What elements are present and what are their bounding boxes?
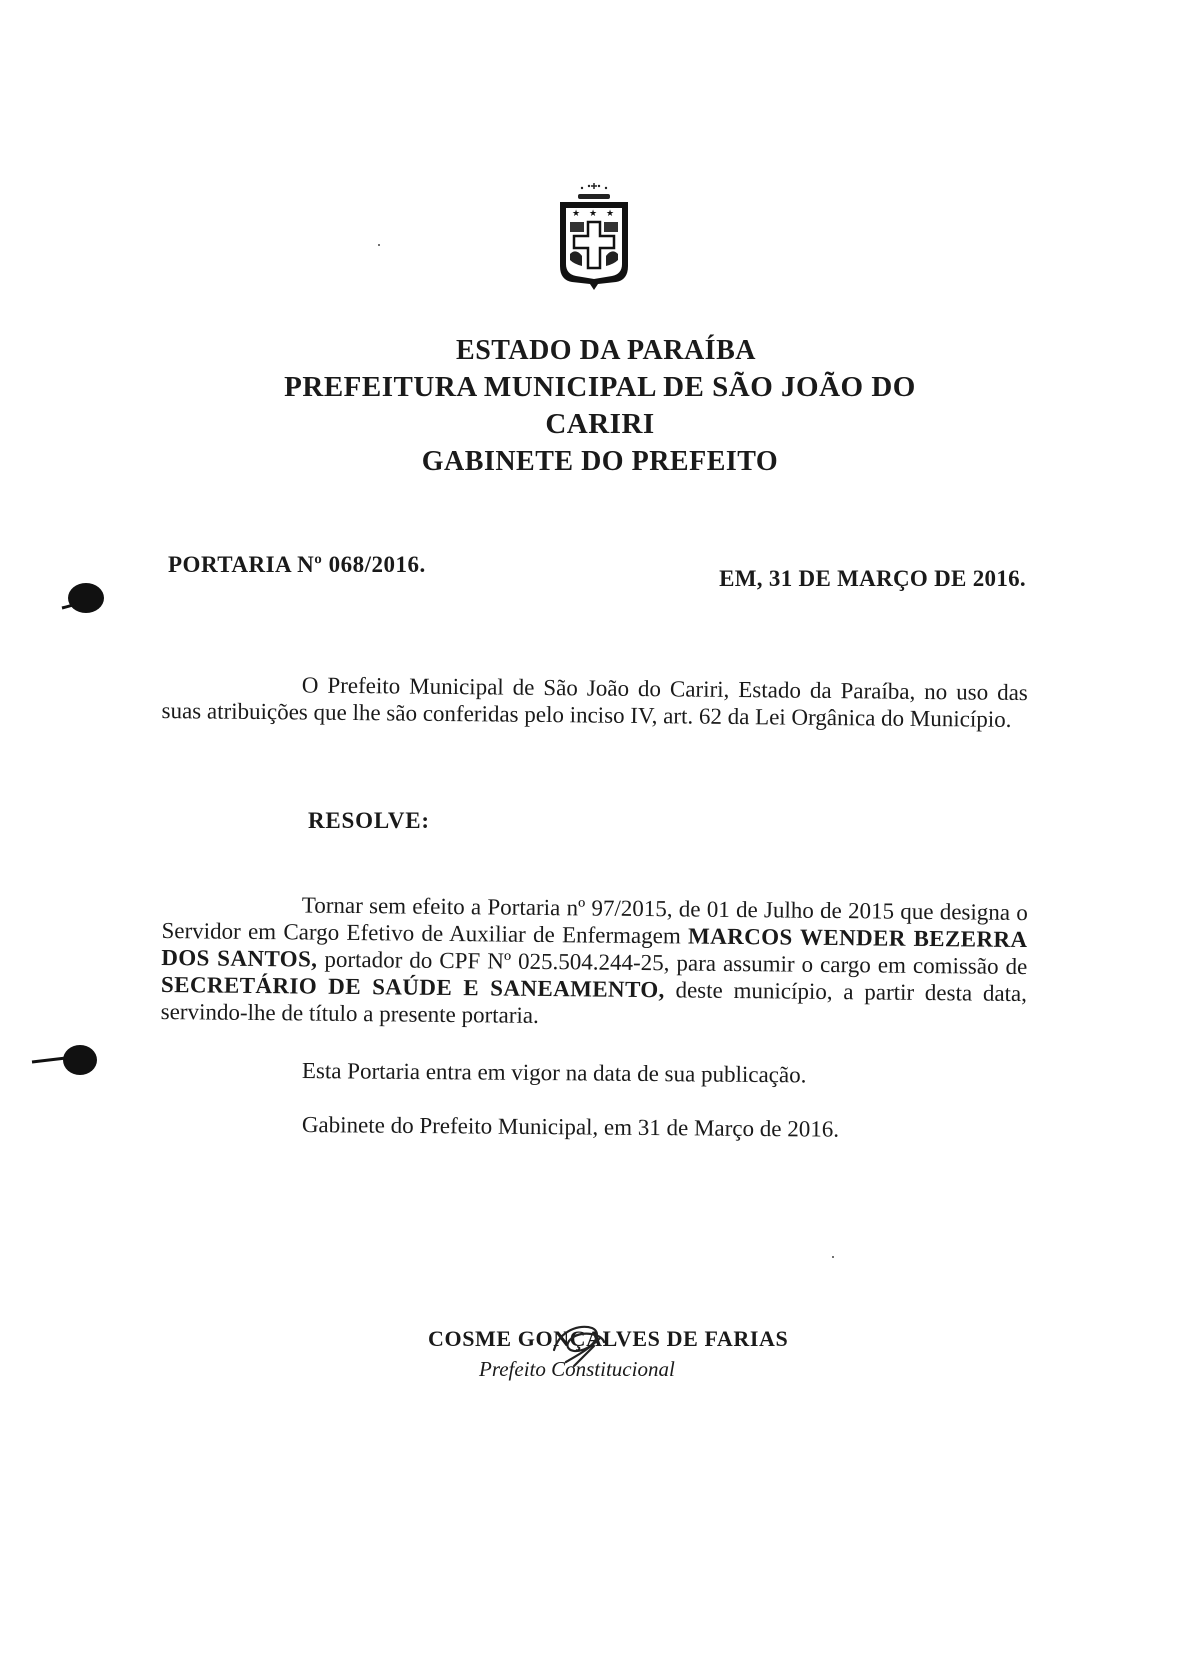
main-text-part3: deste município, a partir desta data, servindo-lhe de título a presente portaria.	[160, 977, 1028, 1028]
svg-text:★: ★	[606, 209, 615, 219]
state-name: ESTADO DA PARAÍBA	[456, 335, 756, 366]
portaria-number: PORTARIA Nº 068/2016.	[168, 552, 426, 577]
handwritten-signature-icon	[546, 1316, 610, 1372]
svg-text:★: ★	[589, 209, 598, 219]
signatory-name: COSME GONÇALVES DE FARIAS	[428, 1326, 789, 1351]
municipal-crest-icon	[556, 182, 632, 294]
letterhead	[230, 332, 970, 480]
main-text-part1: Tornar sem efeito a Portaria nº 97/2015, de 01 de Julho de 2015 que designa o Servidor em Cargo Efetivo de Auxiliar de Enfermagem	[161, 892, 1028, 949]
municipality-name: PREFEITURA MUNICIPAL DE SÃO JOÃO DO CARIRI	[284, 371, 916, 440]
punch-hole-mark-icon	[30, 1040, 100, 1080]
scan-speck	[378, 244, 380, 246]
intro-text: O Prefeito Municipal de São João do Cariri, Estado da Paraíba, no uso das suas atribuições que lhe são conferidas pelo inciso IV, art. 62 da Lei Orgânica do Município.	[161, 672, 1028, 732]
main-paragraph	[161, 890, 1028, 1034]
signatory-role: Prefeito Constitucional	[479, 1357, 675, 1381]
servant-name: MARCOS WENDER BEZERRA DOS SANTOS,	[161, 923, 1028, 972]
intro-paragraph	[161, 670, 1028, 733]
scan-speck	[832, 1256, 834, 1258]
cabinet-line: Gabinete do Prefeito Municipal, em 31 de Março de 2016.	[301, 1112, 840, 1142]
office-name: GABINETE DO PREFEITO	[421, 446, 779, 477]
main-text-part2: portador do CPF Nº 025.504.244-25, para assumir o cargo em comissão de	[317, 946, 1028, 980]
resolve-label: RESOLVE:	[308, 808, 430, 833]
document-date: EM, 31 DE MARÇO DE 2016.	[719, 566, 1026, 591]
position-title: SECRETÁRIO DE SAÚDE E SANEAMENTO,	[160, 971, 665, 1003]
effective-line: Esta Portaria entra em vigor na data de sua publicação.	[301, 1058, 807, 1088]
punch-hole-mark-icon	[58, 580, 108, 620]
svg-text:★: ★	[572, 209, 581, 219]
